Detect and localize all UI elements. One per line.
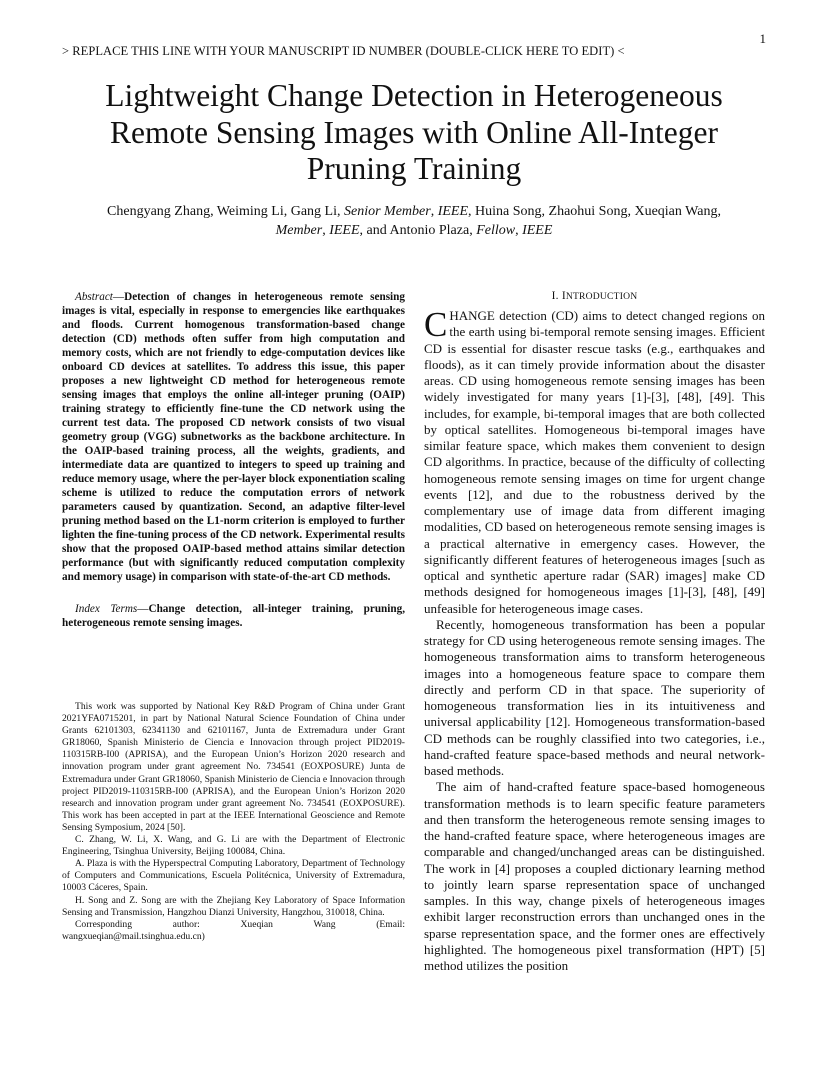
abstract-dash: — [112,291,125,303]
section-numeral: I. [551,290,562,302]
abstract [62,290,405,584]
section-title-rest: NTRODUCTION [565,291,638,302]
intro-paragraph-2: Recently, homogeneous transformation has been a popular strategy for CD using heterogeneous remote sensing images. The homogeneous transformation aims to transform heterogeneous images into a homogeneous feature space to compare them directly and perform CD in that space. The superiority of homogeneous transformation lies in its intuitiveness and universal applicability [12]. Homogeneous transformation-based CD methods can be roughly classified into two categories, i.e., hand-crafted feature space-based methods and neural network-based methods. [424,616,765,778]
corresponding-author: Corresponding author: Xueqian Wang (Email: [75,918,405,930]
title-line-2: Remote Sensing Images with Online All-Integer [109,114,718,150]
authors-comma: , [515,222,523,238]
authors-part-3: , and Antonio Plaza, [359,222,477,238]
abstract-lead: Abstract [75,291,113,303]
drop-cap: C [424,305,448,344]
authors-part-2: , Huina Song, Zhaohui Song, Xueqian Wang, [468,204,721,219]
title-line-1: Lightweight Change Detection in Heterogeneous [105,78,723,113]
left-column [62,290,405,943]
section-title-cap: I [561,290,566,302]
corresponding-email: wangxueqian@mail.tsinghua.edu.cn) [62,930,205,942]
footnotes [62,701,405,943]
affiliation-tsinghua: C. Zhang, W. Li, X. Wang, and G. Li are with the Department of Electronic Engineering, Tsinghua University, Beijing 100084, China. [62,834,405,858]
fellow-label: Fellow [476,222,516,238]
ieee-label: IEEE [522,222,553,238]
authors-part-1: Chengyang Zhang, Weiming Li, Gang Li, [107,204,344,219]
page-number: 1 [759,31,766,46]
affiliation-hangzhou: H. Song and Z. Song are with the Zhejiang Key Laboratory of Space Information Sensing and Transmission, Hangzhou Dianzi University, Hangzhou, 310018, China. [62,894,405,918]
index-terms-lead: Index Terms [75,603,138,615]
senior-member-label: Senior Member [344,204,431,219]
authors-comma: , [322,222,330,238]
index-terms [62,602,405,630]
ieee-label: IEEE [329,222,360,238]
abstract-text: Detection of changes in heterogeneous remote sensing images is vital, especially in response to emergencies like earthquakes and floods. Current homogenous transformation-based change detection (CD) methods often suffer from high computation and memory costs, which are not friendly to edge-computation devices like onboard CD devices at satellites. To address this issue, this paper proposes a new lightweight CD method for heterogeneous remote sensing images that employs the online all-integer pruning (OAIP) training strategy to efficiently fine-tune the CD network using the current test data. The proposed CD network consists of two visual geometry group (VGG) subnetworks as the backbone architecture. In the OAIP-based training process, all the weights, gradients, and intermediate data are quantized to integers to speed up training and reduce memory usage, where the per-layer block exponentiation scaling scheme is utilized to reduce the computation errors of network parameters caused by quantization. Second, an adaptive filter-level pruning method based on the L1-norm criterion is employed to further lighten the fine-tuning process of the CD network. Experimental results show that the proposed OAIP-based method attains similar detection performance (but with significantly reduced computation complexity and memory usage) in comparison with state-of-the-art CD methods. [62,291,405,583]
ieee-label: IEEE [437,204,469,219]
title-line-3: Pruning Training [306,151,522,186]
funding-footnote: This work was supported by National Key R&D Program of China under Grant 2021YFA0715201, in part by National Natural Science Foundation of China under Grants 62101303, 62341130 and 62101167, Junta de Extremadura under Grant GR18060, Spanish Ministerio de Ciencia e Innovacion through project PID2019-110315RB-I00 (APRISA), and the European Union’s Horizon 2020 research and innovation program under grant agreement No. 734541 (EOXPOSURE) Junta de Extremadura under Grant GR18060, Spanish Ministerio de Ciencia e Innovacion through project PID2019-110315RB-I00 (APRISA), and the European Union’s Horizon 2020 research and innovation program under grant agreement No. 734541 (EOXPOSURE). This work has been accepted in part at the IEEE International Geoscience and Remote Sensing Symposium, 2024 [50]. [62,701,405,833]
authors-comma: , [430,204,438,219]
index-terms-text: Change detection, all-integer training, pruning, heterogeneous remote sensing images. [62,603,405,629]
section-heading-introduction [424,290,765,302]
author-list [70,203,758,240]
paper-title [60,78,768,188]
index-terms-dash: — [137,603,149,615]
affiliation-extremadura: A. Plaza is with the Hyperspectral Computing Laboratory, Department of Technology of Computers and Communications, Escuela Politécnica, University of Extremadura, 10003 Cáceres, Spain. [62,858,405,894]
manuscript-id-header: > REPLACE THIS LINE WITH YOUR MANUSCRIPT ID NUMBER (DOUBLE-CLICK HERE TO EDIT) < [62,44,625,58]
intro-paragraph-1 [424,305,765,617]
member-label: Member [275,222,323,238]
right-column [424,290,765,974]
introduction-body [424,305,765,974]
intro-paragraph-3: The aim of hand-crafted feature space-based homogeneous transformation methods is to learn specific feature parameters and then transform the heterogeneous remote sensing images to the hand-crafted feature space, where heterogeneous images are comparable and changed/unchanged areas can be distinguished. The work in [4] proposes a coupled dictionary learning method to jointly learn sparse representation space of unchanged samples. In this way, change pixels of heterogeneous images exhibit larger reconstruction errors than unchanged ones in the sparse representation space, and the former ones are effectively highlighted. The homogeneous pixel transformation (HPT) [5] method utilizes the position [424,779,765,973]
intro-paragraph-1-text: HANGE detection (CD) aims to detect changed regions on the earth using bi-temporal remote sensing images. Efficient CD is essential for disaster rescue tasks (e.g., earthquakes and floods), as it can timely provide information about the disaster areas. CD using homogeneous remote sensing images has been widely investigated for many years [1]-[3], [48], [49]. This includes, for example, bi-temporal images that are both collected by optical satellites. Homogeneous bi-temporal images have similar feature space, which makes them convenient to design CD algorithms. In practice, because of the difficulty of collecting homogeneous remote sensing images on time for urgent change events [12], and due to the robustness derived by the complementary use of image data from different imaging modalities, CD based on heterogeneous remote sensing images is a practical alternative in emergency cases. However, the significantly different features of heterogeneous images [such as optical and synthetic aperture radar (SAR) images] make CD methods designed for homogeneous images [1]-[3], [48], [49] unfeasible for heterogeneous image cases. [424,308,765,616]
